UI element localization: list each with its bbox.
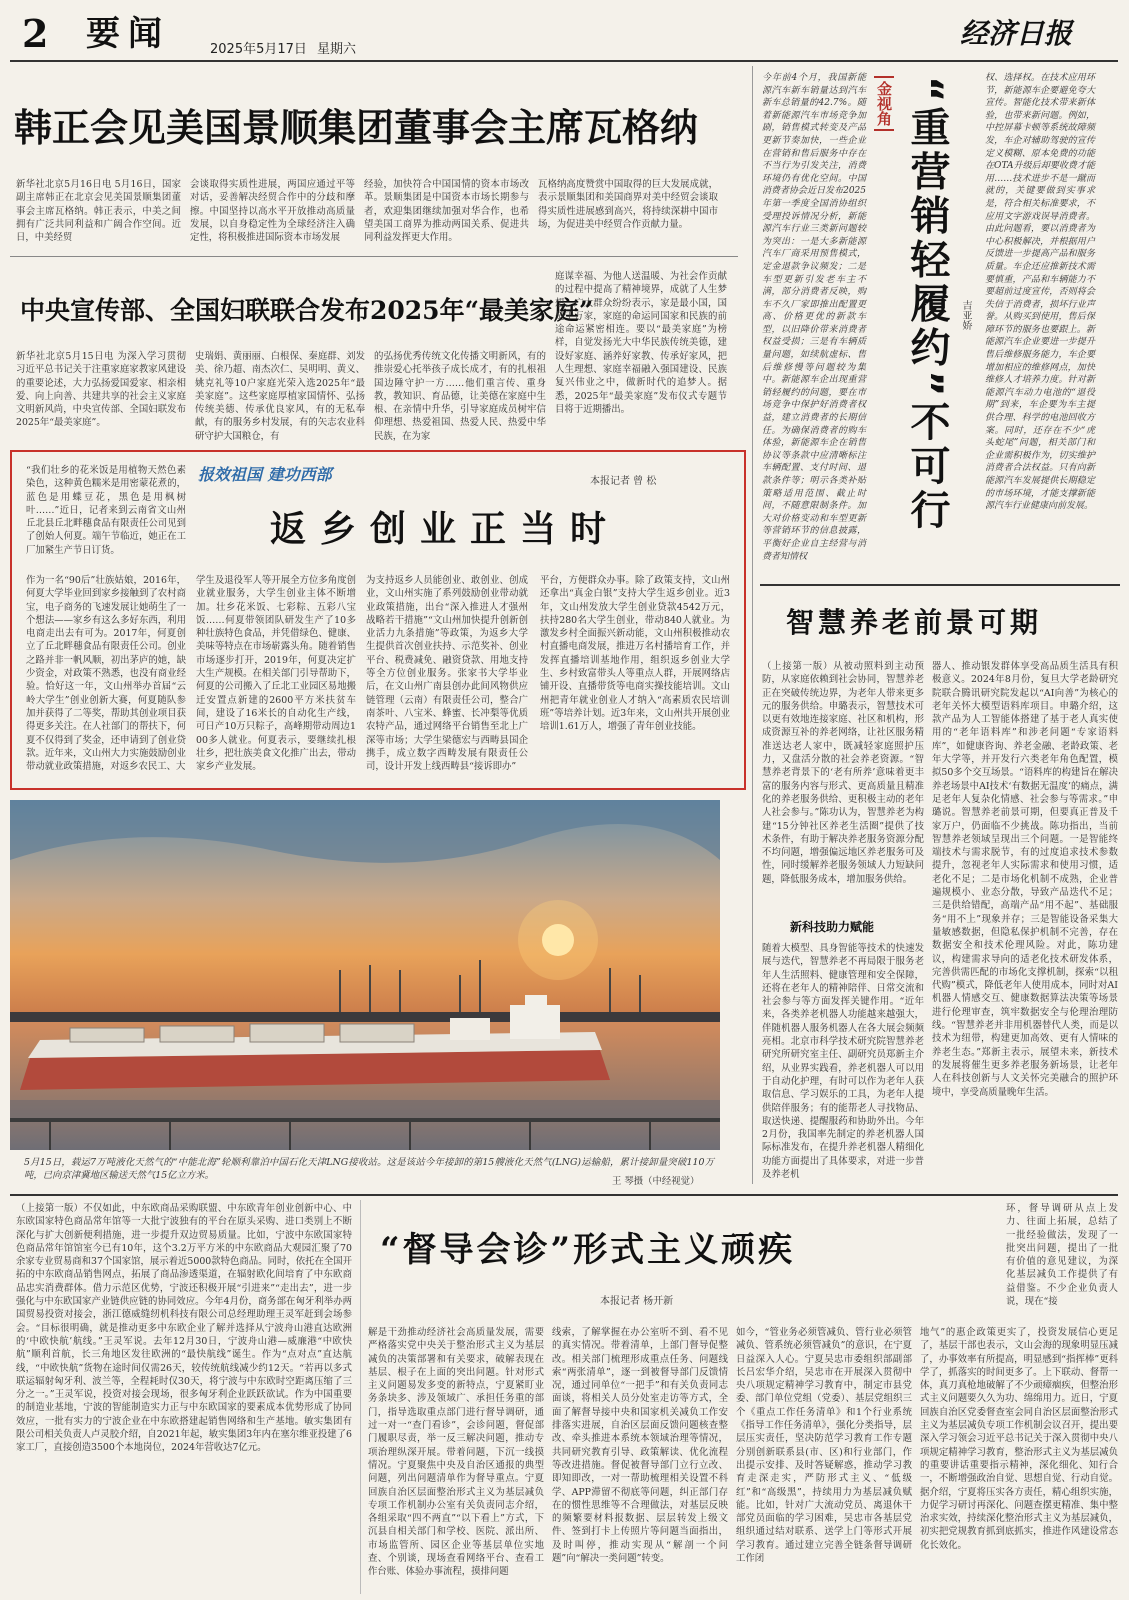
article2-headline: 中央宣传部、全国妇联联合发布2025年“最美家庭” bbox=[20, 296, 594, 325]
feature-col2: 学生及退役军人等开展全方位多角度创业就业服务，大学生创业主体不断增加。壮乡花米饭、七彩粽、五彩八宝饭……何夏带领团队研发生产了10多种壮族特色食品，并凭借绿色、健康、美味等特点在市场崭露头角。随着销售市场逐步打开，2019年，何夏决定扩大生产规模。在相关部门引导帮助下，何夏的公司搬入了丘北工业园区易地搬迁安置点新建的2600平方米扶贫车间，建设了16米长的自动化生产线，可日产10万只粽子，高峰期带动周边100多人就业。何夏表示，要继续扎根壮乡，把壮族美食文化推广出去，带动家乡产业发展。 bbox=[196, 575, 356, 773]
feature-byline: 本报记者 曾 松 bbox=[590, 476, 657, 487]
sidebar-col2: 权、选择权。在技术应用环节，新能源车企要避免夸大宣传。智能化技术带来新体验，也带来新问题。例如，中控屏幕卡顿等系统故障频发，车企对辅助驾驶的宣传定义模糊、原本免费的功能在OTA升级后却要收费才能用……技术进步不是一蹴而就的，关键要做到实事求是，符合相关标准要求，不应用文字游戏误导消费者。由此问题看，要以消费者为中心积极解决，并根据用户反馈进一步提高产品和服务质量。车企还应推新技术需要慎重，产品和车辆能力不要超前过度宣传，否则将会失信于消费者，损坏行业声誉。从购买到使用，售后保障环节的服务也要跟上。新能源汽车企业要进一步提升售后维修服务能力，车企要增加相应的维修网点，加快维修人才培养力度。针对新能源汽车动力电池的“退役期”到来，车企要为车主提供合理、科学的电池回收方案。同时，还存在不少“虎头蛇尾”问题，相关部门和企业需积极作为，切实维护消费者合法权益。只有向新能源汽车发展提供长期稳定的市场环境，才能支撑新能源汽车行业健康向前发展。 bbox=[985, 73, 1095, 512]
supervision-headline: “督导会诊”形式主义顽疾 bbox=[380, 1230, 796, 1270]
article1-col3: 经验，加快符合中国国情的资本市场改革。景顺集团是中国资本市场长期参与者，欢迎集团继续加强对华合作，也希望美国工商界为推动两国关系、促进共同利益发挥更大作用。 bbox=[364, 179, 529, 244]
eldercare-col2: 器人、推动银发群体享受高品质生活具有积极意义。2024年8月份，复旦大学老龄研究院联合腾讯研究院发起以“AI向善”为核心的老年关怀大模型语料库项目。申璐介绍，这款产品为人工智能体搭建了基于老人真实使用的“老年语料库”和涉老问题“专家语料库”，如健康咨询、养老金融、老龄政策、老年大学等，并开发行六类老年角色配置，模拟50多个交互场景。“语料库的构建旨在解决养老场景中AI技术‘有数据无温度’的痛点，满足老年人复杂化情感、社会参与等需求。”申璐说。智慧养老前景可期，但要真正普及千家万户，仍面临不少挑战。陈功指出，当前智慧养老领域呈现出三个问题。一是智能终端技术与需求脱节，有的过度追求技术参数提升，忽视老年人实际需求和使用习惯，适老化不足；二是市场化机制不成熟，企业普遍规模小、业态分散，导致产品迭代不足；三是供给错配，高端产品“用不起”、基础服务“用不上”现象并存；三是智能设备采集大量敏感数据，但隐私保护机制不完善，存在数据安全和技术伦理风险。对此，陈功建议，构建需求导向的适老化技术研发体系，完善供需匹配的市场化支撑机制，探索“以租代购”模式，降低老年人使用成本，同时对AI机器人情感交互、健康数据算法决策等场景进行伦理审查，筑牢数据安全与伦理治理防线。“智慧养老并非用机器替代人类，而是以技术为纽带，构建更加高效、更有人情味的养老生态。”郑新主表示，展望未来，新技术的发展将催生更多养老服务新场景，让老年人在科技创新与人文关怀完美融合的照护环境中，享受高质量晚年生活。 bbox=[932, 661, 1118, 1098]
photo-illustration bbox=[10, 800, 720, 1150]
date-text: 2025年5月17日 bbox=[210, 42, 307, 57]
issue-date bbox=[210, 38, 356, 57]
eldercare-subhead: 新科技助力赋能 bbox=[790, 920, 875, 934]
article1-col2: 会谈取得实质性进展，两国应通过平等对话，妥善解决经贸合作中的分歧和摩擦。中国坚持以高水平开放推动高质量发展，以自身稳定性为全球经济注入确定性，将积极推进国际资本市场发展 bbox=[190, 179, 355, 244]
sidebar-headline: “重营销轻履约”不可行 bbox=[904, 76, 950, 533]
article2-col2: 史瑞娟、黄丽丽、白根保、秦庭群、刘发美、徐乃超、南杰次仁、吴明明、黄义、姚克礼等10户家庭光荣入选2025年“最美家庭”。这些家庭厚植家国情怀、弘扬传统美德、传承优良家风，有的无私奉献，有的服务乡村发展，有的矢志农业科研守护大国粮仓，有 bbox=[195, 351, 365, 442]
lng-ship-photo bbox=[10, 800, 720, 1150]
feature-col1: 作为一名“90后”壮族姑娘，2016年，何夏大学毕业回到家乡接触到了农村商宝，电子商务的飞速发展让她萌生了一个想法——家乡有这么多好东西，利用电商走出去有可为。2017年，何夏创立了丘北畔穗食品有限责任公司。创业之路并非一帆风顺，初出茅庐的她，缺少资金，对政策不熟悉，也没有商业经验。恰好这一年，文山州举办首届“云岭大学生”创业创新大赛，何夏随队参加并获得了二等奖，帮助其创业项目获得更多关注。在人社部门的帮扶下，何夏不仅得到了奖金，还申请到了创业贷款。近年来，文山州大力实施鼓励创业带动就业政策措施，对返乡农民工、大 bbox=[26, 575, 186, 773]
article2-col4: 庭谋幸福、为他人送温暖、为社会作贡献的过程中提高了精神境界，成就了人生梦想。广大群众纷纷表示，家是最小国，国是千万家，家庭的命运同国家和民族的前途命运紧密相连。要以“最美家庭”为榜样，自觉发扬光大中华民族传统美德，建设好家庭、涵养好家教、传承好家风，把人生理想、家庭幸福融入强国建设、民族复兴伟业之中，做新时代的追梦人。据悉，2025年“最美家庭”发布仪式专题节目将于近期播出。 bbox=[555, 271, 727, 415]
article2-col3: 的弘扬优秀传统文化传播文明新风，有的推崇爱心托举孩子成长成才，有的扎根祖国边陲守护一方……他们重言传、重身教，教知识、育品德，让美德在家庭中生根、在亲情中升华，引导家庭成员树牢信仰理想、热爱祖国、热爱人民、热爱中华民族，在为家 bbox=[374, 351, 546, 442]
supervision-byline: 本报记者 杨开新 bbox=[600, 1296, 674, 1307]
bottom-left-article: （上接第一版）不仅如此，中东欧商品采购联盟、中东欧青年创业创新中心、中东欧国家特色商品常年馆等一大批宁波独有的平台在原头采购、进口类别上不断深化与扩大创新便利措施，进一步提升双边贸易质量。比如，宁波中东欧国家特色商品常年馆馆室今已有10年，这个3.2万平方米的中东欧商品大观园汇聚了70余家专业贸易商和37个国家馆，展示着近5000款特色商品。同时，依托在全国开拓的中东欧商品销售网点，拓展了商品渗透渠道，在辐射欧化间培育了中东欧商品忠实消费群体。借力示范区优势，宁波还积极开展“引进来”“走出去”，进一步强化与中东欧国家产业链供应链的协同效应。今年4月份，商务部在匈牙利举办两国贸易投资对接会，浙江德威缝纫机科技有限公司总经理助理王灵军赶到会场参会。“目标很明确，就是推动更多中东欧企业了解并选择从宁波舟山港直达欧洲的‘中欧快航’航线。”王灵军说。去年12月30日，宁波舟山港—威廉港“中欧快航”顺利首航，长三角地区发往欧洲的“最快航线”诞生。作为“点对点”直达航线，“中欧快航”货物在途时间仅需26天，较传统航线减少约12天。“若再以多式联运辐射匈牙利、波兰等，全程耗时仅30天，将宁波与中东欧时空距离压缩了三分之一。”王灵军说，投资对接会现场，很多匈牙利企业跃跃欲试。作为中国重要的制造业基地，宁波的智能制造实力正与中东欧国家的要素成本优势形成了协同效应，一批有实力的宁波企业在中东欧搭建起销售网络和生产基地。敏实集团有限公司相关负责人卢灵胶介绍，自2021年起，敏实集团3年内在塞尔维亚投建了6家工厂，直接创造3500个本地岗位，2024年营收达7亿元。 bbox=[16, 1203, 352, 1454]
feature-intro: “我们壮乡的花米饭是用植物天然色素染色，这种黄色糯米是用密蒙花煮的，蓝色是用蝶豆花，黑色是用枫树叶……”近日，记者来到云南省文山州丘北县丘北畔穗食品有限责任公司见到了创始人何夏。端午节临近，她正在工厂加紧生产节日订货。 bbox=[26, 465, 186, 556]
page-number: 2 bbox=[22, 11, 49, 56]
supervision-col4: 地气”的惠企政策更实了，投资发展信心更足了，基层干部也表示，文山会海的现象明显压减了，办事效率有所提高，明显感到“指挥棒”更科学了，抓落实的时间更多了。上下联动、督帮一体，真刀真枪地破解了不少顽瘴痼疾，但整治形式主义问题要久久为功、绵绵用力。近日，宁夏回族自治区党委督查室会同自治区层面整治形式主义为基层减负专项工作机制会议召开，提出要深入学习领会习近平总书记关于深入贯彻中央八项规定精神学习教育，整治形式主义为基层减负的重要讲话重要指示精神，深化细化、知行合一，不断增强政治自觉、思想自觉、行动自觉。据介绍，宁夏将压实各方责任，精心组织实施，力促学习研讨再深化、问题查摆更精准、集中整治求实效，持续深化整治形式主义为基层减负，初实把党规教育抓到底抓实，推进作风建设常态化长效化。 bbox=[920, 1327, 1118, 1551]
section-title: 要闻 bbox=[86, 14, 170, 54]
supervision-col3: 如今，“管业务必须管减负、管行业必须管减负、管系统必须管减负”的意识，在宁夏日益深入人心。宁夏吴忠市委组织部副部长吕宏华介绍，吴忠市在开展深入贯彻中央八项规定精神学习教育中，制定市县党委、部门单位党组（党委）、基层党组织三个《重点工作任务清单》和1个行业系统《指导工作任务清单》，强化分类指导，层层压实责任，坚决防范学习教育工作专题分别创新联系县(市、区)和行业部门，作出提示安排、及时答疑解惑，推动学习教育走深走实，严防形式主义、“低级红”和“高级黑”，持续用力为基层减负赋能。比如，针对广大流动党员、离退休干部党员面临的学习困难，吴忠市各基层党组织通过结对联系、送学上门等形式开展学习教育。通过建立完善全链条督导调研工作闭 bbox=[736, 1327, 912, 1565]
article1-col4: 瓦格纳高度赞赏中国取得的巨大发展成就，表示景顺集团和美国商界对美中经贸会谈取得实质性进展感到高兴，将持续深耕中国市场，为促进美中经贸合作贡献力量。 bbox=[538, 179, 718, 230]
feature-column-tag: 报效祖国 建功西部 bbox=[198, 465, 332, 484]
photo-caption: 5月15日，载运7万吨液化天然气的“中能北海”轮顺利靠泊中国石化天津LNG接收站。这是该站今年接卸的第15艘液化天然气(LNG)运输船，累计接卸量突破110万吨，已向京津冀地区输送天然气15亿立方米。 bbox=[24, 1157, 714, 1182]
article1-col1: 新华社北京5月16日电 5月16日，国家副主席韩正在北京会见美国景顺集团董事会主席瓦格纳。韩正表示，中美之间拥有广泛共同利益和广阔合作空间。近日，中美经贸 bbox=[16, 179, 181, 244]
article2-col1: 新华社北京5月15日电 为深入学习贯彻习近平总书记关于注重家庭家教家风建设的重要论述，大力弘扬爱国爱家、相亲相爱、向上向善、共建共享的社会主义家庭文明新风尚，中央宣传部、全国妇联发布2025年“最美家庭”。 bbox=[16, 351, 186, 429]
sidebar-author: 吉亚娇 bbox=[960, 300, 971, 330]
sidebar-col1: 今年前4个月，我国新能源汽车新车销量达到汽车新车总销量的42.7%。随着新能源汽车市场竞争加剧，销售模式转变及产品更新节奏加快，一些企业在营销和售后服务中存在不当行为引发关注，消费环境仍有优化空间。中国消费者协会近日发布2025年第一季度全国消协组织受理投诉情况分析，新能源汽车行业三类新问题较为突出：一是大多新能源汽车厂商采用预售模式，定金退款争议频发；二是车型更新引发老车主不满，部分消费者反映，购车不久厂家即推出配置更高、价格更优的新款车型，以旧降价带来消费者权益受损；三是有车辆质量问题，如续航虚标、售后维修慢等问题较为集中。新能源车企出现重营销轻履约的问题，要在市场竞争中保护好消费者权益，建立消费者的长期信任。为确保消费者的购车体验，新能源车企在销售协议等条款中应清晰标注车辆配置、支付时间、退款条件等；明示各类补贴策略适用范围、截止时间，不随意限制条件。加大对价格变动和车型更新等营销环节的信息披露，平衡好企业自主经营与消费者知情权 bbox=[762, 73, 866, 562]
eldercare-headline: 智慧养老前景可期 bbox=[786, 606, 1043, 639]
photo-credit: 王 琴摄（中经视觉） bbox=[612, 1176, 700, 1187]
supervision-col2: 线索，了解掌握在办公室听不到、看不见的真实情况。带着清单，上部门督导促整改。相关部门梳理形成重点任务、问题线索“两张清单”，逐一到被督导部门反馈情况，通过同单位“一把手”和有关负责同志面谈，将相关人员分处室走访等方式，全面了解督导接中央和国家机关减负工作安排落实进展，自治区层面反馈问题核查整改、牵头推进本系统本领域治理等情况，共同研究教育引导、政策解读、优化流程等改进措施。督促被督导部门立行立改、即知即改，一对一帮助梳理相关设置不科学、APP滞留不彻底等问题，纠正部门存在的惯性思维等不合理做法，对基层反映的频繁要材料报数据、层层转发上级文件、签到打卡上传照片等问题当面指出，及时叫停，推动实现从“解剖一个问题”向“解决一类问题”转变。 bbox=[552, 1327, 728, 1565]
weekday-text: 星期六 bbox=[317, 42, 357, 57]
supervision-col1: 解是干劲推动经济社会高质量发展，需要严格落实党中央关于整治形式主义为基层减负的决策部署和有关要求，破解表现在基层、根子在上面的突出问题。针对形式主义问题易发多变的新特点，宁夏紧盯业务条块多、涉及领域广、承担任务重的部门，指导选取重点部门进行督导调研，通过一对一“查门看诊”，会诊问题，督促部门履职尽责，举一反三解决问题，推动专项治理纵深开展。带着问题，下沉一线摸情况。宁夏聚焦中央及自治区通报的典型问题，列出问题清单作为督导重点。宁夏回族自治区层面整治形式主义为基层减负专项工作机制办公室有关负责同志介绍，各组采取“四不两直”“以下看上”方式，下沉县自相关部门和学校、医院、派出所、市场监管所、园区企业等基层单位实地查、个别谈，现场查看网络平台、查看工作台账、体验办事流程，摸排问题 bbox=[368, 1327, 544, 1578]
newspaper-logo: 经济日报 bbox=[960, 17, 1073, 50]
sidebar-tag: 金视角 bbox=[874, 76, 894, 131]
feature-col3: 为支持返乡人员能创业、敢创业、创成业，文山州实施了系列鼓励创业带动就业政策措施，出台“深入推进人才强州战略若干措施”“文山州加快提升创新创业活力九条措施”等政策，为返乡大学生提供首次创业扶持、示范奖补、创业平台、税费减免、融资贷款、用地支持等全方位创业服务。张家书大学毕业后，在文山州广南县创办此间风物供应链管理（云南）有限责任公司，整合广南茶叶、八宝米、蜂蜜、长冲梨等优质农特产品，通过网络平台销售至北上广深等市场；大学生梁德宏与西畴县国企携手，成立数字西畴发展有限责任公司，设计开发上线西畴县“接诉即办” bbox=[366, 575, 528, 773]
eldercare-col1: （上接第一版）从被动照料到主动预防，从家庭依赖到社会协同，智慧养老正在突破传统边界，为老年人带来更多元的服务供给。申璐表示，智慧技术可以更有效地连接家庭、社区和机构，形成资源互补的养老网络，让社区服务精准送达老人家中，既减轻家庭照护压力，又盘活分散的社会养老资源。“智慧养老背景下的‘老有所养’意味着更丰富的服务内容与形式、更高质量且精准化的养老服务供给、更积极主动的老年人社会参与。”陈功认为，智慧养老为构建“15分钟社区养老生活圈”提供了技术条件，有助于解决养老服务资源分配不均问题，增强偏远地区养老服务可及性，同时缓解养老服务领域人力短缺问题，降低服务成本，增加服务供给。 bbox=[762, 661, 924, 885]
feature-col4: 平台，方便群众办事。除了政策支持，文山州还拿出“真金白银”支持大学生返乡创业。近3年，文山州发放大学生创业贷款4542万元，扶持280名大学生创业，带动840人就业。为激发乡村全面振兴新动能，文山州积极推动农村直播电商发展，推进万名村播培育工作，并发挥直播培训基地作用，组织返乡创业大学生、乡村致富带头人等重点人群，开展网络店铺开设、直播带货等电商实操技能培训。文山州把青年就业创业人才纳入“高素质农民培训班”等培养计划。近3年来，文山州共开展创业培训1.61万人，增强了青年创业技能。 bbox=[540, 575, 730, 733]
article1-headline: 韩正会见美国景顺集团董事会主席瓦格纳 bbox=[14, 106, 699, 150]
supervision-side-text: 环，督导调研从点上发力、往面上拓展，总结了一批经验做法，发现了一批突出问题，提出了一批有价值的意见建议，为深化基层减负工作提供了有益借鉴。不少企业负责人说，现在“接 bbox=[1006, 1203, 1118, 1308]
eldercare-col1b: 随着大模型、具身智能等技术的快速发展与迭代，智慧养老不再局限于服务老年人生活照料、健康管理和安全保障，还将在老年人的精神陪伴、日常交流和社会参与等方面发挥关键作用。“近年来，各类养老机器人功能越来越强大，伴随机器人服务机器人在各大展会频频亮相。北京市科学技术研究院智慧养老研究所研究室主任、副研究员郑新主介绍，从业界实践看，养老机器人可以用于自动化护理，有时可以作为老年人获取信息、学习娱乐的工具，为老年人提供陪伴服务；有的能帮老人寻找物品、取送快递、提醒服药和协助外出。今年2月份，我国率先制定的养老机器人国际标准发布，在提升养老机器人精细化功能方面提出了具体要求，对进一步普及养老机 bbox=[762, 943, 924, 1181]
feature-headline: 返乡创业正当时 bbox=[270, 508, 621, 550]
